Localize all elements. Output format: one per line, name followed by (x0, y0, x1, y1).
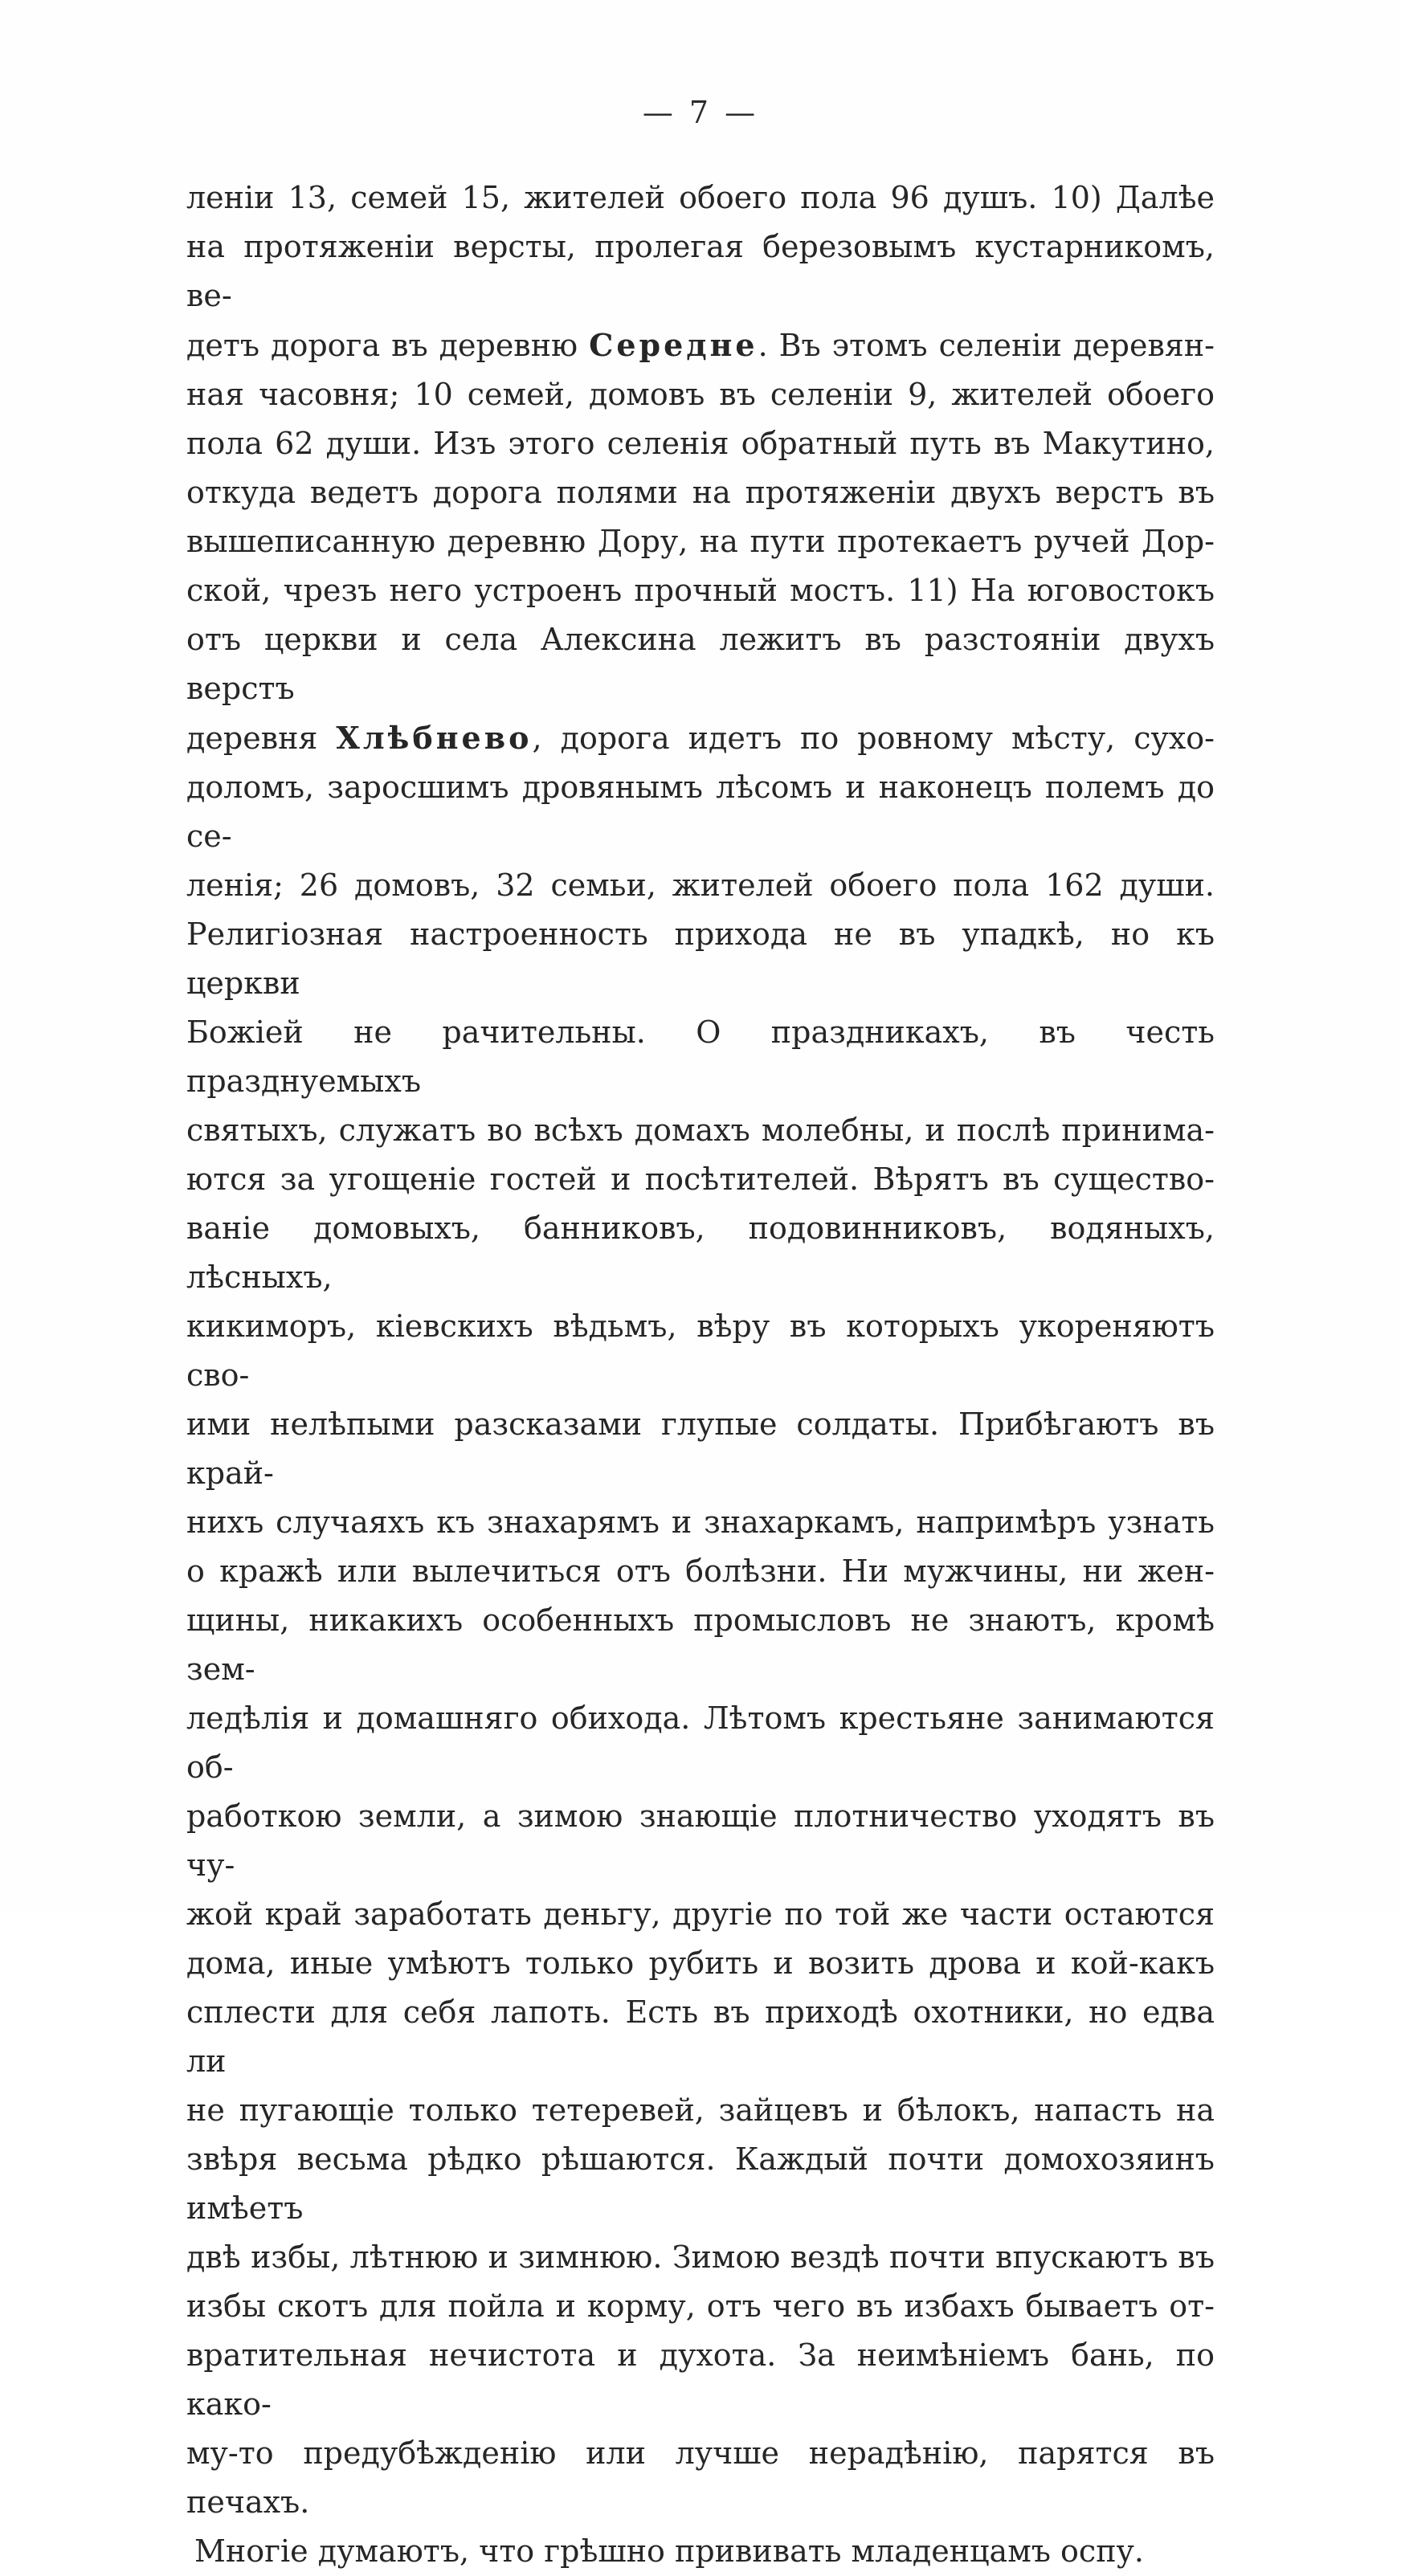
text-line (186, 1106, 1215, 1155)
text-segment: ими нелѣпыми разсказами глупые солдаты. Прибѣгаютъ въ край- (186, 1406, 1215, 1491)
text-line (186, 615, 1215, 713)
text-segment: сплести для себя лапоть. Есть въ приходѣ охотники, но едва ли (186, 1994, 1215, 2079)
text-segment: святыхъ, служатъ во всѣхъ домахъ молебны, и послѣ принима- (186, 1112, 1215, 1148)
text-line (186, 1890, 1215, 1939)
text-line (186, 1792, 1215, 1890)
text-line (186, 1498, 1215, 1547)
text-line (186, 1939, 1215, 1988)
text-line (186, 2429, 1215, 2527)
text-line (186, 419, 1215, 468)
text-line (186, 2086, 1215, 2135)
text-line (186, 1547, 1215, 1596)
text-line (186, 1988, 1215, 2086)
text-segment: звѣря весьма рѣдко рѣшаются. Каждый почти домохозяинъ имѣетъ (186, 2141, 1215, 2226)
text-line (186, 763, 1215, 861)
text-segment: деревня (186, 721, 337, 756)
text-segment: Многіе думаютъ, что грѣшно прививать младенцамъ оспу. (194, 2533, 1144, 2569)
text-segment: вышеписанную деревню Дору, на пути протекаетъ ручей Дор- (186, 524, 1215, 559)
text-line (186, 2527, 1215, 2576)
text-segment: вратительная нечистота и духота. За неимѣніемъ бань, по како- (186, 2337, 1215, 2422)
text-segment: ледѣлія и домашняго обихода. Лѣтомъ крестьяне занимаются об- (186, 1700, 1215, 1785)
village-name-bold: Середне (589, 327, 758, 363)
text-segment: , дорога идетъ по ровному мѣсту, сухо- (532, 721, 1215, 756)
text-line (186, 2135, 1215, 2233)
text-line (186, 1302, 1215, 1400)
text-segment: ваніе домовыхъ, банниковъ, подовинниковъ, водяныхъ, лѣсныхъ, (186, 1210, 1215, 1295)
text-segment: пола 62 души. Изъ этого селенія обратный путь въ Макутино, (186, 426, 1215, 461)
text-segment: двѣ избы, лѣтнюю и зимнюю. Зимою вездѣ почти впускаютъ въ (186, 2239, 1215, 2275)
text-line (186, 910, 1215, 1008)
text-segment: кикиморъ, кіевскихъ вѣдьмъ, вѣру въ которыхъ укореняютъ сво- (186, 1308, 1215, 1393)
text-segment: ются за угощеніе гостей и посѣтителей. Вѣрятъ въ существо- (186, 1161, 1215, 1197)
text-line (186, 1400, 1215, 1498)
text-line (186, 713, 1215, 763)
text-line (186, 370, 1215, 419)
page-number: — 7 — (642, 95, 759, 130)
text-segment: избы скотъ для пойла и корму, отъ чего въ избахъ бываетъ от- (186, 2288, 1215, 2324)
text-line (186, 2331, 1215, 2429)
text-line (186, 1155, 1215, 1204)
text-segment: работкою земли, а зимою знающіе плотничество уходятъ въ чу- (186, 1798, 1215, 1883)
text-segment: откуда ведетъ дорога полями на протяженіи двухъ верстъ въ (186, 475, 1215, 510)
text-line (186, 2233, 1215, 2282)
text-segment: детъ дорога въ деревню (186, 328, 590, 363)
text-segment: ской, чрезъ него устроенъ прочный мостъ. 11) На юговостокъ (186, 573, 1215, 608)
text-segment: Божіей не рачительны. О праздникахъ, въ честь празднуемыхъ (186, 1014, 1215, 1099)
text-line (186, 222, 1215, 320)
text-segment: о кражѣ или вылечиться отъ болѣзни. Ни мужчины, ни жен- (186, 1553, 1215, 1589)
text-segment: не пугающіе только тетеревей, зайцевъ и бѣлокъ, напасть на (186, 2092, 1215, 2128)
text-segment: щины, никакихъ особенныхъ промысловъ не знаютъ, кромѣ зем- (186, 1602, 1215, 1687)
text-line (186, 517, 1215, 566)
text-segment: отъ церкви и села Алексина лежитъ въ разстояніи двухъ верстъ (186, 622, 1215, 706)
text-line (186, 1694, 1215, 1792)
village-name-bold: Хлѣбнево (336, 720, 533, 756)
text-segment: леніи 13, семей 15, жителей обоего пола 96 душъ. 10) Далѣе (186, 180, 1215, 215)
text-segment: дома, иные умѣютъ только рубить и возить дрова и кой-какъ (186, 1945, 1215, 1981)
text-segment: на протяженіи версты, пролегая березовымъ кустарникомъ, ве- (186, 229, 1215, 313)
text-line (186, 320, 1215, 370)
text-line (186, 1008, 1215, 1106)
text-line (186, 174, 1215, 222)
text-line (186, 468, 1215, 517)
text-segment: жой край заработать деньгу, другіе по той же части остаются (186, 1896, 1215, 1932)
text-line (186, 861, 1215, 910)
text-line (186, 2282, 1215, 2331)
text-segment: Религіозная настроенность прихода не въ упадкѣ, но къ церкви (186, 917, 1215, 1001)
text-segment: нихъ случаяхъ къ знахарямъ и знахаркамъ, напримѣръ узнать (186, 1504, 1215, 1540)
text-segment: . Въ этомъ селеніи деревян- (758, 328, 1215, 363)
text-segment: ная часовня; 10 семей, домовъ въ селеніи 9, жителей обоего (186, 377, 1215, 412)
text-segment: му-то предубѣжденію или лучше нерадѣнію, парятся въ печахъ. (186, 2435, 1215, 2520)
text-line (186, 566, 1215, 615)
text-line (186, 1596, 1215, 1694)
text-line (186, 1204, 1215, 1302)
body-text (186, 174, 1215, 2576)
text-segment: ленія; 26 домовъ, 32 семьи, жителей обоего пола 162 души. (186, 868, 1215, 903)
text-segment: доломъ, заросшимъ дровянымъ лѣсомъ и наконецъ полемъ до се- (186, 770, 1215, 854)
